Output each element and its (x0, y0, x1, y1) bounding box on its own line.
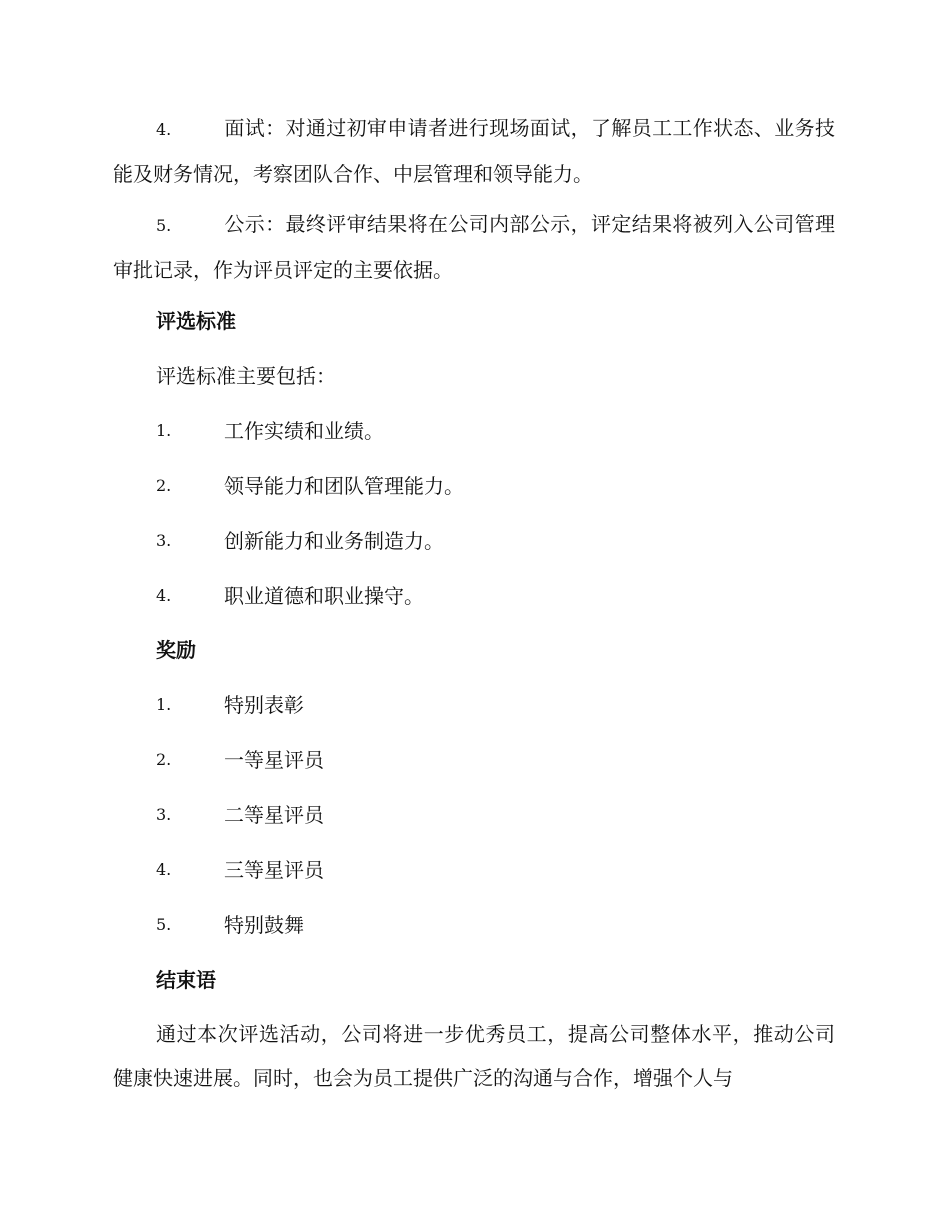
list-item (113, 574, 835, 618)
list-item (113, 409, 835, 453)
list-item (113, 848, 835, 892)
criteria-intro: 评选标准主要包括： (156, 364, 336, 388)
list-item-text: 工作实绩和业绩。 (224, 419, 384, 443)
section-heading-conclusion: 结束语 (156, 968, 216, 992)
list-number: 4. (156, 586, 172, 605)
section-heading-criteria: 评选标准 (156, 309, 236, 333)
list-item-text: 特别表彰 (224, 693, 304, 717)
list-item (113, 683, 835, 727)
process-step-5 (113, 202, 835, 292)
list-item (113, 903, 835, 947)
list-item-text: 公示：最终评审结果将在公司内部公示，评定结果将被列入公司管理审批记录，作为评员评定的主要依据。 (113, 212, 835, 282)
list-number: 1. (156, 695, 172, 714)
list-number: 3. (156, 531, 172, 550)
list-number: 4. (156, 860, 172, 879)
list-item-text: 三等星评员 (224, 858, 324, 882)
list-number: 3. (156, 805, 172, 824)
list-item-text: 二等星评员 (224, 803, 324, 827)
list-number: 4. (156, 120, 172, 139)
list-number: 2. (156, 750, 172, 769)
section-heading-rewards: 奖励 (156, 638, 196, 662)
list-item (113, 464, 835, 508)
list-item (113, 738, 835, 782)
list-item-text: 面试：对通过初审申请者进行现场面试，了解员工工作状态、业务技能及财务情况，考察团队合作、中层管理和领导能力。 (113, 116, 835, 186)
conclusion-paragraph (113, 1012, 835, 1100)
list-item-text: 领导能力和团队管理能力。 (224, 474, 464, 498)
process-step-4 (113, 106, 835, 196)
list-item-text: 特别鼓舞 (224, 913, 304, 937)
list-item-text: 创新能力和业务制造力。 (224, 529, 444, 553)
list-item (113, 519, 835, 563)
conclusion-text: 通过本次评选活动，公司将进一步优秀员工，提高公司整体水平，推动公司健康快速进展。同时，也会为员工提供广泛的沟通与合作，增强个人与 (113, 1022, 835, 1090)
list-number: 5. (156, 915, 172, 934)
list-number: 1. (156, 421, 172, 440)
list-number: 2. (156, 476, 172, 495)
list-number: 5. (156, 216, 172, 235)
list-item (113, 793, 835, 837)
list-item-text: 一等星评员 (224, 748, 324, 772)
list-item-text: 职业道德和职业操守。 (224, 584, 424, 608)
